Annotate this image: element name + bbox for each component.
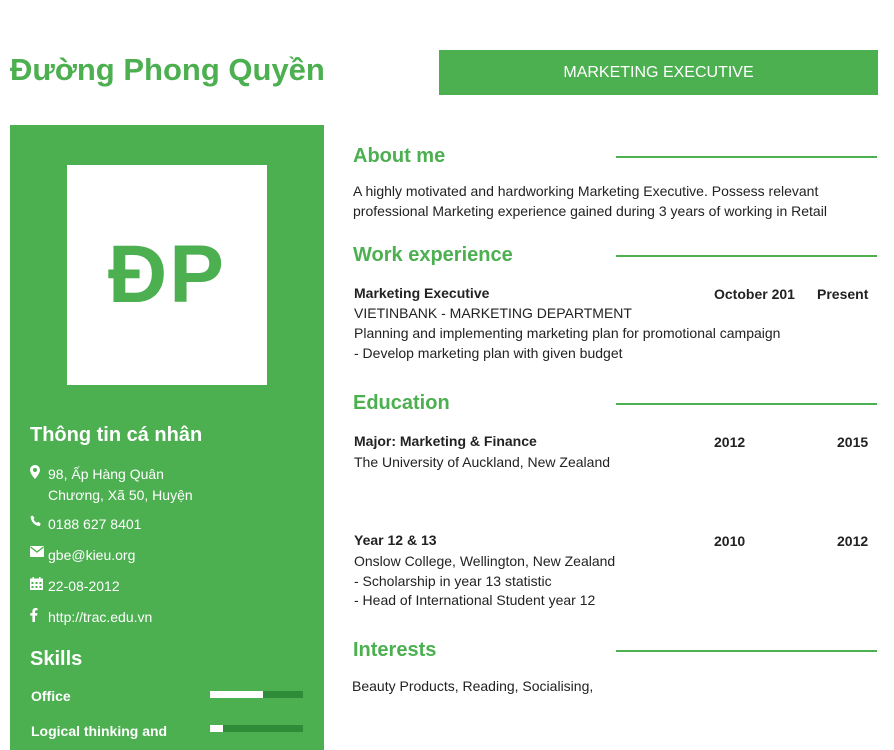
work-description-1: Planning and implementing marketing plan for promotional campaign bbox=[354, 325, 781, 341]
birthday-row bbox=[30, 576, 310, 597]
about-me-text bbox=[353, 181, 853, 221]
map-pin-icon bbox=[30, 464, 48, 506]
education-title: Education bbox=[353, 392, 450, 414]
facebook-icon bbox=[30, 607, 48, 628]
phone-number: 0188 627 8401 bbox=[48, 516, 142, 532]
skill-label-office: Office bbox=[31, 688, 71, 704]
avatar bbox=[67, 165, 267, 385]
phone-row bbox=[30, 514, 310, 535]
skill-fill bbox=[210, 691, 263, 698]
birth-date: 22-08-2012 bbox=[48, 578, 120, 594]
education-detail: - Head of International Student year 12 bbox=[354, 592, 596, 608]
education-entry-title: Major: Marketing & Finance bbox=[354, 433, 537, 449]
about-line-2: professional Marketing experience gained during 3 years of working in Retail bbox=[353, 203, 827, 219]
work-end-date: Present bbox=[817, 286, 869, 302]
education-detail: - Scholarship in year 13 statistic bbox=[354, 573, 552, 589]
section-divider bbox=[616, 403, 877, 405]
email-address: gbe@kieu.org bbox=[48, 547, 136, 563]
section-divider bbox=[616, 255, 877, 257]
personal-info-heading: Thông tin cá nhân bbox=[30, 424, 203, 446]
calendar-icon bbox=[30, 576, 48, 597]
job-title: MARKETING EXECUTIVE bbox=[563, 63, 754, 81]
candidate-name: Đường Phong Quyền bbox=[10, 52, 325, 87]
email-row bbox=[30, 545, 310, 566]
address-row bbox=[30, 464, 310, 506]
section-divider bbox=[616, 156, 877, 158]
work-role: Marketing Executive bbox=[354, 285, 490, 301]
address-line-1: 98, Ấp Hàng Quân bbox=[48, 466, 164, 482]
education-school: Onslow College, Wellington, New Zealand bbox=[354, 553, 616, 569]
section-divider bbox=[616, 650, 877, 652]
work-experience-title: Work experience bbox=[353, 244, 513, 266]
website-row bbox=[30, 607, 310, 628]
about-line-1: A highly motivated and hardworking Marketing Executive. Possess relevant bbox=[353, 183, 819, 199]
interests-title: Interests bbox=[353, 639, 437, 661]
skill-fill bbox=[210, 725, 223, 732]
phone-icon bbox=[30, 514, 48, 535]
interests-text: Beauty Products, Reading, Socialising, bbox=[352, 678, 594, 694]
about-me-title: About me bbox=[353, 145, 446, 167]
education-start-year: 2012 bbox=[714, 434, 746, 450]
skill-bar-office bbox=[210, 691, 303, 698]
work-start-date: October 201 bbox=[714, 286, 795, 302]
work-description-2: - Develop marketing plan with given budget bbox=[354, 345, 623, 361]
education-entry-title: Year 12 & 13 bbox=[354, 532, 437, 548]
job-title-banner bbox=[439, 50, 878, 95]
envelope-icon bbox=[30, 545, 48, 566]
address-line-2: Chương, Xã 50, Huyện bbox=[48, 487, 193, 503]
sidebar bbox=[10, 125, 324, 750]
skill-label-logical-thinking: Logical thinking and bbox=[31, 723, 168, 739]
skills-heading: Skills bbox=[30, 648, 83, 670]
education-school: The University of Auckland, New Zealand bbox=[354, 454, 611, 470]
education-start-year: 2010 bbox=[714, 533, 746, 549]
skill-bar-logical-thinking bbox=[210, 725, 303, 732]
education-end-year: 2012 bbox=[837, 533, 869, 549]
avatar-initials: ĐP bbox=[108, 229, 226, 320]
website-link[interactable]: http://trac.edu.vn bbox=[48, 609, 153, 625]
work-company: VIETINBANK - MARKETING DEPARTMENT bbox=[354, 305, 632, 321]
education-end-year: 2015 bbox=[837, 434, 869, 450]
